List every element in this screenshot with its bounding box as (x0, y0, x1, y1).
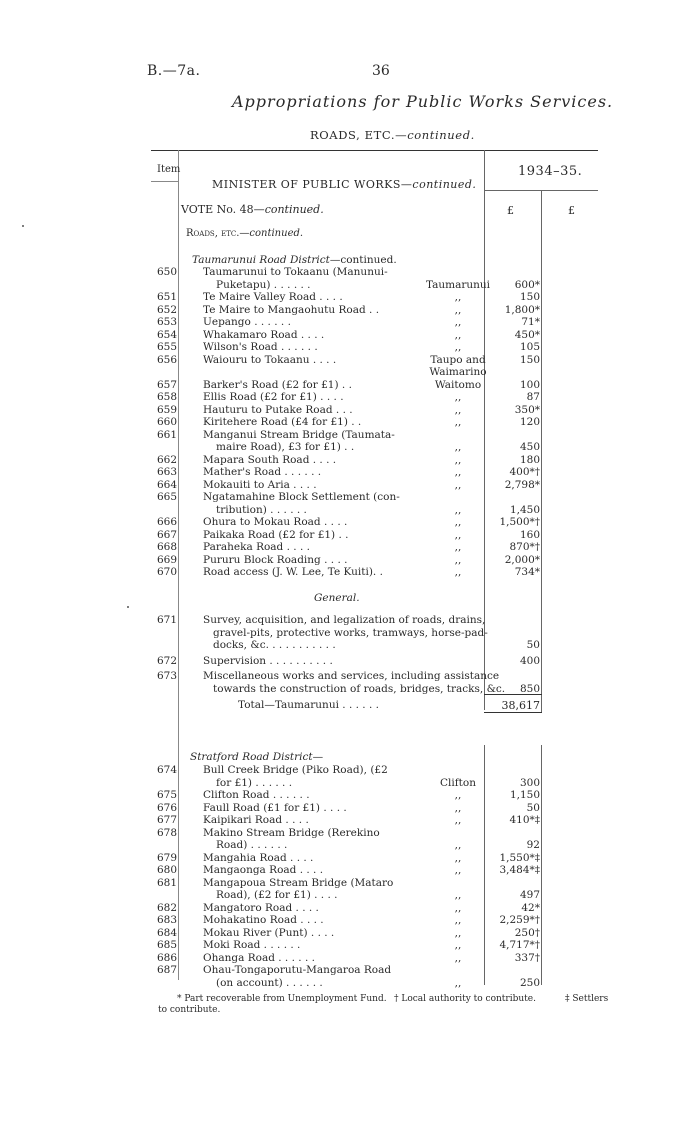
subtitle-main: ROADS, ETC.— (310, 128, 408, 142)
item-number: 657 (157, 378, 178, 391)
item-description: Manganui Stream Bridge (Taumata- (203, 428, 395, 441)
item-authority: ,, (454, 814, 462, 826)
item-authority: ,, (454, 391, 462, 403)
stratford-amount-right-rule (541, 745, 542, 985)
item-description: gravel-pits, protective works, tramways, horse-pad- (213, 626, 488, 639)
item-amount: 400 (519, 654, 540, 667)
subtitle-continued: continued. (407, 128, 475, 142)
item-amount: 497 (519, 889, 540, 901)
item-description: Road), (£2 for £1) . . . . (216, 889, 338, 901)
item-description: Te Maire to Mangaohutu Road . . (203, 303, 380, 316)
item-description: Waiouru to Tokaanu . . . . (203, 353, 337, 366)
item-authority: ,, (454, 416, 462, 428)
item-description: Mokau River (Punt) . . . . (203, 926, 335, 939)
item-description: Barker's Road (£2 for £1) . . (203, 378, 352, 391)
item-number: 665 (157, 491, 178, 503)
item-number: 686 (157, 951, 178, 964)
item-authority: ,, (454, 901, 462, 914)
item-amount: 42* (521, 901, 540, 914)
item-number: 674 (157, 764, 178, 776)
item-description: Ohau-Tongaporutu-Mangaroa Road (203, 964, 392, 976)
item-description: Mohakatino Road . . . . (203, 914, 324, 926)
vote-heading (181, 203, 324, 216)
item-authority: Taumarunui (425, 278, 491, 291)
item-number: 671 (157, 614, 178, 626)
item-amount: 250† (514, 926, 540, 939)
item-amount: 71* (521, 316, 540, 328)
item-amount: 300 (519, 776, 540, 789)
item-authority: ,, (454, 939, 462, 951)
item-number: 667 (157, 528, 178, 541)
item-description: Road access (J. W. Lee, Te Kuiti). . (203, 566, 383, 578)
stratford-heading-italic: Stratford Road District (190, 751, 313, 763)
item-description: towards the construction of roads, bridges, tracks, &c. (213, 682, 506, 695)
item-amount: 1,500*† (499, 516, 540, 528)
item-description: maire Road), £3 for £1) . . (216, 441, 355, 453)
taumarunui-heading-italic: Taumarunui Road District (192, 254, 330, 266)
item-number: 661 (157, 428, 178, 441)
item-number: 664 (157, 478, 178, 491)
item-number: 684 (157, 926, 178, 939)
vote-main: VOTE No. 48— (181, 203, 265, 216)
item-number: 680 (157, 864, 178, 876)
item-authority: ,, (454, 441, 462, 453)
table-top-rule (151, 150, 598, 151)
item-amount: 2,259*† (499, 914, 540, 926)
item-amount: 450 (519, 441, 540, 453)
item-number: 651 (157, 291, 178, 303)
item-description: Miscellaneous works and services, including assistance (203, 670, 500, 682)
page-number: 36 (372, 63, 390, 79)
item-number: 682 (157, 901, 178, 914)
item-number: 673 (157, 670, 178, 682)
year-column-header: 1934–35. (518, 164, 583, 179)
item-number: 656 (157, 353, 178, 366)
item-authority: ,, (454, 976, 462, 989)
item-description: Mather's Road . . . . . . (203, 466, 322, 478)
item-amount: 400*† (509, 466, 540, 478)
amount-column-right-rule (541, 190, 542, 712)
item-description: Road) . . . . . . (216, 839, 288, 851)
item-description: Uepango . . . . . . (203, 316, 291, 328)
total-amount: 38,617 (501, 699, 540, 712)
item-description: Taumarunui to Tokaanu (Manunui- (203, 266, 388, 278)
item-description: Mangaonga Road . . . . (203, 864, 324, 876)
roads-heading (186, 228, 303, 239)
item-authority: ,, (454, 889, 462, 901)
item-amount: 734* (514, 566, 540, 578)
item-authority: ,, (454, 851, 462, 864)
item-number: 654 (157, 328, 178, 341)
item-authority: ,, (454, 864, 462, 876)
item-description: docks, &c. . . . . . . . . . . (213, 639, 336, 651)
item-authority: ,, (454, 516, 462, 528)
general-heading: General. (314, 592, 360, 604)
item-amount: 50 (526, 639, 540, 651)
item-amount: 1,450 (509, 503, 540, 516)
item-amount: 1,550*‡ (499, 851, 540, 864)
pound-symbol-2: £ (568, 204, 575, 217)
roads-continued: continued. (249, 228, 304, 239)
item-authority: ,, (454, 541, 462, 553)
item-amount: 600* (514, 278, 540, 291)
item-amount: 120 (519, 416, 540, 428)
item-amount: 160 (519, 528, 540, 541)
minister-heading (212, 178, 476, 191)
item-description: Wilson's Road . . . . . . (203, 341, 318, 353)
item-amount: 150 (519, 353, 540, 366)
item-authority: ,, (454, 403, 462, 416)
item-number: 660 (157, 416, 178, 428)
item-authority: ,, (454, 291, 462, 303)
item-description: Faull Road (£1 for £1) . . . . (203, 801, 347, 814)
year-underline (484, 190, 598, 191)
item-amount: 1,150 (509, 789, 540, 801)
item-amount: 100 (519, 378, 540, 391)
item-authority: ,, (454, 478, 462, 491)
footnote-settlers: ‡ Settlers (565, 994, 609, 1004)
item-number: 663 (157, 466, 178, 478)
item-authority: ,, (454, 503, 462, 516)
item-description: for £1) . . . . . . (216, 776, 293, 789)
item-description: Ohura to Mokau Road . . . . (203, 516, 348, 528)
item-number: 685 (157, 939, 178, 951)
item-description: Mangatoro Road . . . . (203, 901, 319, 914)
item-amount: 850 (519, 682, 540, 695)
footnote-local-authority: † Local authority to contribute. (394, 994, 536, 1004)
item-number: 659 (157, 403, 178, 416)
item-authority: ,, (454, 466, 462, 478)
item-description: Puketapu) . . . . . . (216, 278, 311, 291)
item-description: Mangahia Road . . . . (203, 851, 314, 864)
item-number: 668 (157, 541, 178, 553)
item-authority: ,, (454, 789, 462, 801)
item-authority: ,, (454, 528, 462, 541)
item-description: Pururu Block Roading . . . . (203, 553, 348, 566)
pound-symbol-1: £ (507, 204, 514, 217)
item-amount: 1,800* (504, 303, 540, 316)
total-bottom-rule (484, 712, 542, 713)
item-amount: 180 (519, 453, 540, 466)
item-description: Mapara South Road . . . . (203, 453, 337, 466)
item-authority: ,, (454, 801, 462, 814)
page-title: Appropriations for Public Works Services. (232, 92, 614, 111)
item-number: 666 (157, 516, 178, 528)
item-authority: ,, (454, 303, 462, 316)
footnote-continuation: to contribute. (158, 1005, 221, 1015)
item-authority: ,, (454, 328, 462, 341)
item-amount: 250 (519, 976, 540, 989)
item-description: Survey, acquisition, and legalization of roads, drains, (203, 614, 486, 626)
item-authority: ,, (454, 453, 462, 466)
item-amount: 3,484*‡ (499, 864, 540, 876)
item-number: 658 (157, 391, 178, 403)
item-amount: 2,000* (504, 553, 540, 566)
item-description: Ngatamahine Block Settlement (con- (203, 491, 400, 503)
item-number: 675 (157, 789, 178, 801)
item-number: 655 (157, 341, 178, 353)
minister-continued: continued. (412, 178, 477, 191)
item-authority: Waimarino (429, 366, 487, 378)
item-number: 683 (157, 914, 178, 926)
item-number: 653 (157, 316, 178, 328)
item-amount: 410*‡ (509, 814, 540, 826)
item-description: Ohanga Road . . . . . . (203, 951, 315, 964)
item-number: 681 (157, 876, 178, 889)
item-number: 652 (157, 303, 178, 316)
item-description: Kaipikari Road . . . . (203, 814, 309, 826)
item-description: tribution) . . . . . . (216, 503, 307, 516)
item-authority: ,, (454, 341, 462, 353)
item-number: 672 (157, 654, 178, 667)
total-label: Total—Taumarunui . . . . . . (238, 699, 379, 711)
item-amount: 4,717*† (499, 939, 540, 951)
vote-continued: continued. (264, 203, 324, 216)
item-number: 687 (157, 964, 178, 976)
item-amount: 150 (519, 291, 540, 303)
item-description: Moki Road . . . . . . (203, 939, 301, 951)
item-authority: ,, (454, 926, 462, 939)
item-amount: 350* (514, 403, 540, 416)
roads-main: Roads, etc.— (186, 228, 250, 239)
stratford-heading-continued: — (312, 751, 324, 763)
item-authority: Clifton (440, 776, 476, 789)
item-number: 650 (157, 266, 178, 278)
item-authority: ,, (454, 951, 462, 964)
scan-speck (22, 225, 24, 227)
item-description: Paikaka Road (£2 for £1) . . (203, 528, 349, 541)
item-underline (151, 181, 178, 182)
item-number: 670 (157, 566, 178, 578)
item-authority: ,, (454, 553, 462, 566)
item-description: Makino Stream Bridge (Rerekino (203, 826, 380, 839)
stratford-district-heading (190, 751, 323, 763)
taumarunui-district-heading (192, 254, 397, 266)
item-description: Supervision . . . . . . . . . . (203, 654, 333, 667)
item-amount: 2,798* (504, 478, 540, 491)
document-code: B.—7a. (147, 63, 201, 79)
item-description: (on account) . . . . . . (216, 976, 323, 989)
item-authority: ,, (454, 316, 462, 328)
item-authority: ,, (454, 914, 462, 926)
section-subtitle (310, 128, 475, 142)
item-description: Clifton Road . . . . . . (203, 789, 310, 801)
item-amount: 87 (526, 391, 540, 403)
item-amount: 450* (514, 328, 540, 341)
taumarunui-heading-continued: —continued. (329, 254, 397, 266)
item-description: Paraheka Road . . . . (203, 541, 310, 553)
item-number: 677 (157, 814, 178, 826)
item-description: Whakamaro Road . . . . (203, 328, 325, 341)
item-description: Ellis Road (£2 for £1) . . . . (203, 391, 344, 403)
item-number: 669 (157, 553, 178, 566)
item-number: 679 (157, 851, 178, 864)
scan-speck (127, 606, 129, 608)
item-authority: Taupo and (430, 353, 486, 366)
item-amount: 105 (519, 341, 540, 353)
item-description: Mokauiti to Aria . . . . (203, 478, 317, 491)
item-number: 678 (157, 826, 178, 839)
item-number: 676 (157, 801, 178, 814)
item-amount: 337† (514, 951, 540, 964)
item-description: Te Maire Valley Road . . . . (203, 291, 343, 303)
item-description: Mangapoua Stream Bridge (Mataro (203, 876, 394, 889)
item-authority: ,, (454, 839, 462, 851)
item-number: 662 (157, 453, 178, 466)
item-description: Bull Creek Bridge (Piko Road), (£2 (203, 764, 388, 776)
item-description: Hauturu to Putake Road . . . (203, 403, 353, 416)
item-description: Kiritehere Road (£4 for £1) . . (203, 416, 362, 428)
item-amount: 870*† (509, 541, 540, 553)
item-amount: 92 (526, 839, 540, 851)
item-amount: 50 (526, 801, 540, 814)
item-authority: Waitomo (434, 378, 482, 391)
item-authority: ,, (454, 566, 462, 578)
item-column-header: Item (157, 164, 181, 175)
minister-main: MINISTER OF PUBLIC WORKS— (212, 178, 413, 191)
footnote-unemployment: * Part recoverable from Unemployment Fund. (177, 994, 387, 1004)
